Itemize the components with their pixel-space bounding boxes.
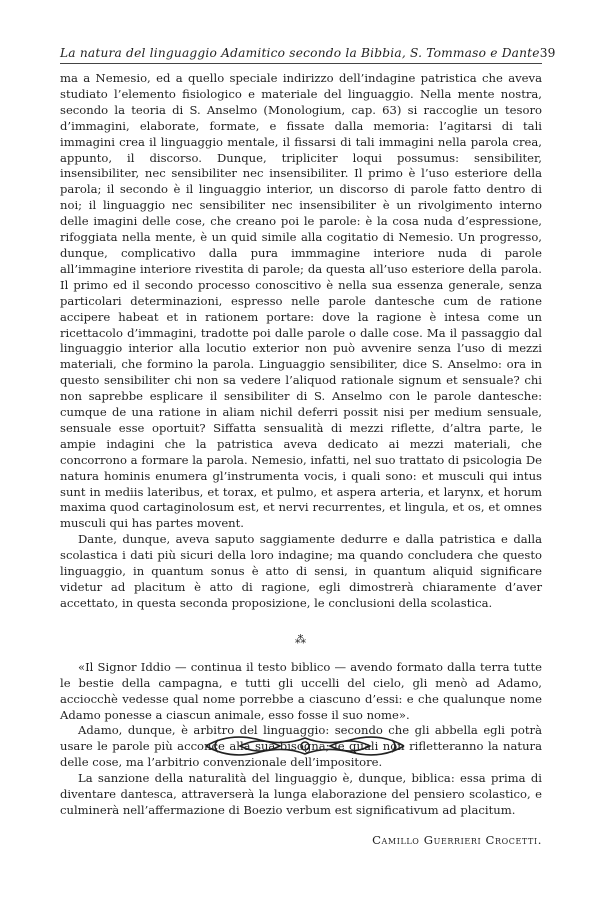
paragraph: La sanzione della naturalità del linguaggio è, dunque, biblica: essa prima di diventare dantesca, attraverserà la lunga elaborazione del pensiero scolastico, e culminerà nell’affermazione di Boezio verbum est significativum ad placitum. bbox=[60, 771, 542, 817]
biblical-quote: «Il Signor Iddio — continua il testo biblico — avendo formato dalla terra tutte le bestie della campagna, e tutti gli uccelli del cielo, gli menò ad Adamo, acciocchè vedesse qual nome porrebbe a ciascuno d’essi: e che qualunque nome Adamo ponesse a ciascun animale, esso fosse il suo nome». bbox=[60, 659, 542, 722]
paragraph: ma a Nemesio, ed a quello speciale indirizzo dell’indagine patristica che aveva studiato l’elemento fisiologico e materiale del linguaggio. Nella mente nostra, secondo la teoria di S. Anselmo (Monologium, cap. 63) si raccoglie un tesoro d’immagini, elaborate, formate, e fissate dalla memoria: l’agitarsi di tali immagini crea il linguaggio mentale, il fissarsi di tali immagini nella parola crea, appunto, il discorso. Dunque, tripliciter loqui possumus: sensibiliter, insensibiliter, nec sensibiliter nec insensibiliter. Il primo è l’uso esteriore della parola; il secondo è il linguaggio interior, un discorso di parole fatto dentro di noi; il linguaggio nec sensibiliter nec insensibiliter è un rivolgimento interno delle imagini delle cose, che creano poi le parole: è la cosa nuda d’espressione, rifoggiata nella mente, è un quid simile alla cogitatio di Nemesio. Un progresso, dunque, complicativo dalla pura immmagine interiore nuda di parole all’immagine interiore rivestita di parole; da questa all’uso esteriore della parola. Il primo ed il secondo processo conoscitivo è nella sua essenza generale, senza particolari determinazioni, espresso nelle parole dantesche cum de ratione accipere habeat et in rationem portare: dove la ragione è intesa come un ricettacolo d’immagini, tradotte poi dalle parole o dalle cose. Ma il passaggio dal linguaggio interior alla locutio exterior non può avvenire senza l’uso di mezzi materiali, che formino la parola. Linguaggio sensibiliter, dice S. Anselmo: ora in questo sensibiliter chi non sa vedere l’aliquod rationale signum et sensuale? chi non saprebbe esplicare il sensibiliter di S. Anselmo con le parole dantesche: cumque de una ratione in aliam nichil deferri possit nisi per medium sensuale, sensuale esse oportuit? Siffatta sensualità di mezzi riflette, d’altra parte, le ampie indagini che la patristica aveva dedicato ai mezzi materiali, che concorrono a formare la parola. Nemesio, infatti, nel suo trattato di psicologia De natura hominis enumera gl’instrumenta vocis, i quali sono: et musculi qui intus sunt in mediis lateribus, et torax, et pulmo, et aspera arteria, et larynx, et horum maxima quod cartaginolosum est, et nervi recurrentes, et lingula, et os, et omnes musculi qui has partes movent. bbox=[60, 71, 542, 531]
paragraph: Adamo, dunque, è arbitro del linguaggio: secondo che gli abbella egli potrà usare le parole più acconce alla sua bisogna; le quali non rifletteranno la natura delle cose, ma l’arbitrio convenzionale dell’impositore. bbox=[60, 723, 542, 770]
paragraph: Dante, dunque, aveva saputo saggiamente dedurre e dalla patristica e dalla scolastica i dati più sicuri della loro indagine; ma quando concludera che questo linguaggio, in quantum sonus è atto di sensi, in quantum aliquid significare videtur ad placitum è atto di ragione, egli dimostrerà chiaramente d’aver accettato, in questa seconda proposizione, le conclusioni della scolastica. bbox=[60, 532, 542, 610]
decorative-tailpiece-icon bbox=[200, 726, 410, 766]
author-signature: Camillo Guerrieri Crocetti. bbox=[372, 832, 542, 847]
page-number: 39 bbox=[539, 46, 556, 60]
running-header bbox=[60, 46, 556, 60]
running-title: La natura del linguaggio Adamitico secondo la Bibbia, S. Tommaso e Dante bbox=[60, 46, 540, 60]
section-separator: ⁂ bbox=[295, 632, 307, 646]
header-rule bbox=[60, 63, 542, 64]
